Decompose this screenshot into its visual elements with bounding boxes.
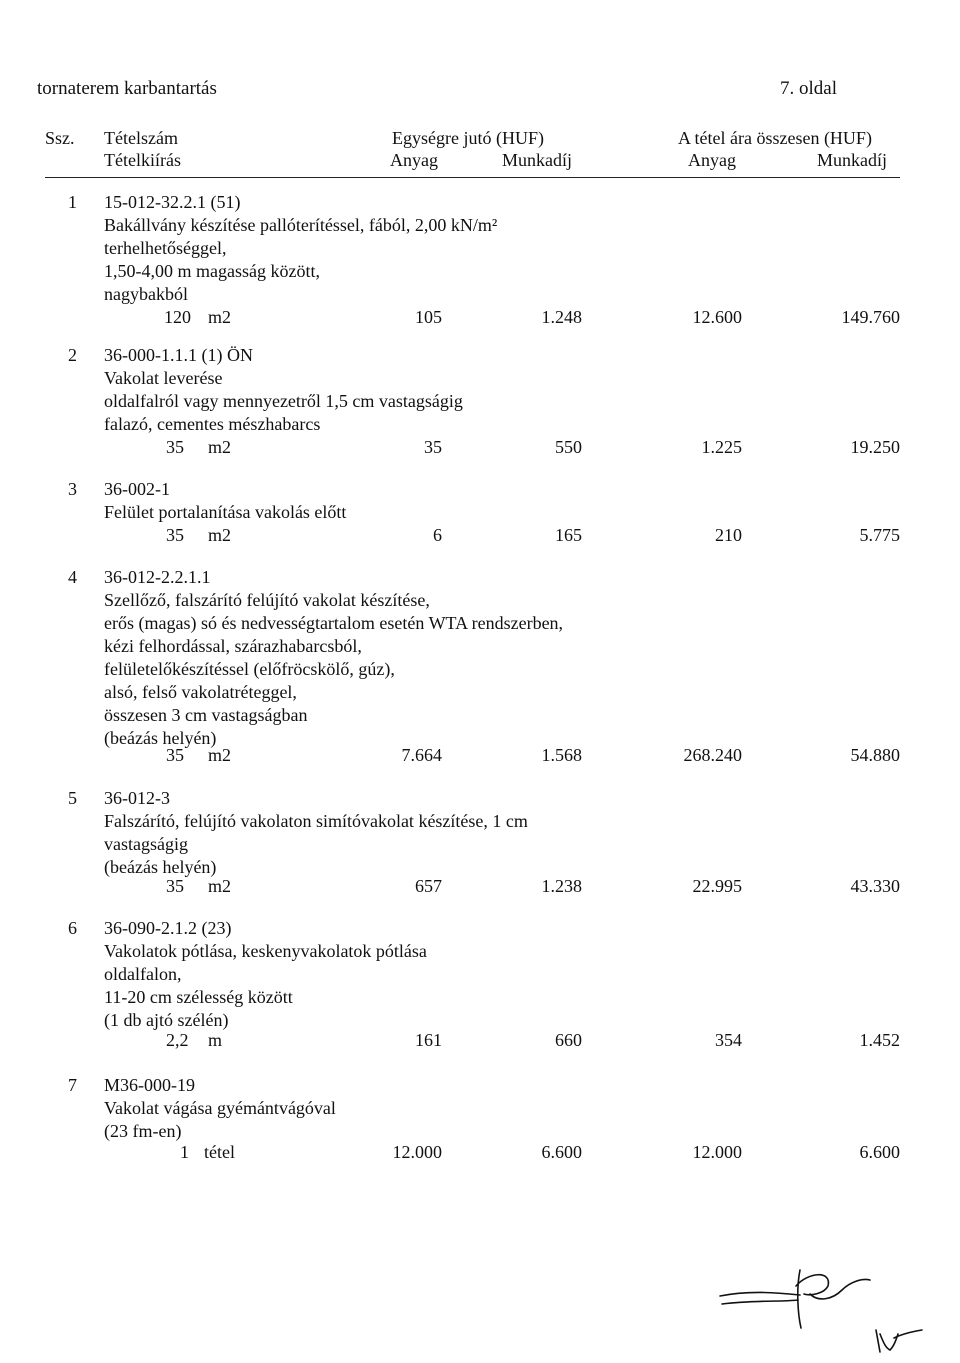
header-divider: [45, 177, 900, 178]
total-anyag-value: 210: [715, 525, 742, 545]
item-description-line: Vakolat leverése: [104, 368, 223, 388]
unit-munkadij-value: 1.248: [541, 307, 582, 327]
item-description-line: 1,50-4,00 m magasság között,: [104, 261, 320, 281]
item-code: 36-012-3: [104, 788, 170, 808]
total-anyag-value: 22.995: [692, 876, 742, 896]
col-unit-munkadij: Munkadíj: [502, 150, 572, 170]
total-munkadij-value: 1.452: [859, 1030, 900, 1050]
item-quantity: 2,2: [166, 1030, 189, 1050]
item-description-line: összesen 3 cm vastagságban: [104, 705, 308, 725]
item-description-line: oldalfalról vagy mennyezetről 1,5 cm vastagságig: [104, 391, 463, 411]
col-total-munkadij: Munkadíj: [817, 150, 887, 170]
col-unit-price: Egységre jutó (HUF): [392, 128, 544, 148]
item-code: 36-000-1.1.1 (1) ÖN: [104, 345, 253, 365]
item-description-line: (1 db ajtó szélén): [104, 1010, 229, 1030]
item-number: 4: [68, 567, 77, 587]
unit-anyag-value: 35: [424, 437, 442, 457]
item-description-line: alsó, felső vakolatréteggel,: [104, 682, 297, 702]
item-description-line: oldalfalon,: [104, 964, 182, 984]
item-quantity: 35: [166, 745, 184, 765]
total-munkadij-value: 5.775: [859, 525, 900, 545]
col-tetelszam: Tételszám: [104, 128, 178, 148]
page-number: 7. oldal: [780, 78, 837, 99]
item-description-line: (beázás helyén): [104, 728, 217, 748]
total-munkadij-value: 43.330: [850, 876, 900, 896]
item-code: 15-012-32.2.1 (51): [104, 192, 241, 212]
item-description-line: 11-20 cm szélesség között: [104, 987, 293, 1007]
col-unit-anyag: Anyag: [390, 150, 438, 170]
item-description-line: erős (magas) só és nedvességtartalom esetén WTA rendszerben,: [104, 613, 564, 633]
item-description-line: Falszárító, felújító vakolaton simítóvakolat készítése, 1 cm: [104, 811, 528, 831]
item-description-line: (beázás helyén): [104, 857, 217, 877]
item-unit: m2: [208, 876, 232, 896]
total-anyag-value: 268.240: [683, 745, 742, 765]
item-unit: m2: [208, 307, 232, 327]
total-munkadij-value: 19.250: [850, 437, 900, 457]
item-code: 36-002-1: [104, 479, 170, 499]
item-description-line: nagybakból: [104, 284, 188, 304]
item-number: 5: [68, 788, 77, 808]
total-anyag-value: 354: [715, 1030, 742, 1050]
col-tetelkiiras: Tételkiírás: [104, 150, 181, 170]
col-total-price: A tétel ára összesen (HUF): [678, 128, 872, 148]
item-code: 36-012-2.2.1.1: [104, 567, 211, 587]
total-munkadij-value: 149.760: [841, 307, 900, 327]
unit-munkadij-value: 1.568: [541, 745, 582, 765]
unit-munkadij-value: 165: [555, 525, 582, 545]
item-quantity: 120: [164, 307, 191, 327]
item-unit: tétel: [204, 1142, 235, 1162]
page-header: [37, 78, 837, 102]
document-title: tornaterem karbantartás: [37, 78, 217, 99]
total-munkadij-value: 6.600: [859, 1142, 900, 1162]
handwritten-signature: [700, 1260, 940, 1360]
total-munkadij-value: 54.880: [850, 745, 900, 765]
col-ssz: Ssz.: [45, 128, 75, 148]
unit-anyag-value: 657: [415, 876, 442, 896]
item-number: 1: [68, 192, 77, 212]
item-description-line: vastagságig: [104, 834, 188, 854]
item-unit: m2: [208, 525, 232, 545]
item-number: 3: [68, 479, 77, 499]
item-description-line: kézi felhordással, szárazhabarcsból,: [104, 636, 362, 656]
unit-munkadij-value: 6.600: [541, 1142, 582, 1162]
unit-anyag-value: 12.000: [392, 1142, 442, 1162]
item-unit: m: [208, 1030, 223, 1050]
item-quantity: 35: [166, 876, 184, 896]
item-description-line: Szellőző, falszárító felújító vakolat készítése,: [104, 590, 430, 610]
unit-anyag-value: 161: [415, 1030, 442, 1050]
col-total-anyag: Anyag: [688, 150, 736, 170]
item-number: 6: [68, 918, 77, 938]
item-description-line: felületelőkészítéssel (előfröcskölő, gúz),: [104, 659, 395, 679]
unit-anyag-value: 6: [433, 525, 442, 545]
item-quantity: 35: [166, 525, 184, 545]
item-description-line: terhelhetőséggel,: [104, 238, 227, 258]
item-description-line: (23 fm-en): [104, 1121, 182, 1141]
item-quantity: 1: [180, 1142, 189, 1162]
item-unit: m2: [208, 437, 232, 457]
item-description-line: Vakolat vágása gyémántvágóval: [104, 1098, 336, 1118]
item-description-line: Felület portalanítása vakolás előtt: [104, 502, 347, 522]
item-number: 2: [68, 345, 77, 365]
unit-anyag-value: 105: [415, 307, 442, 327]
item-description-line: Vakolatok pótlása, keskenyvakolatok pótlása: [104, 941, 427, 961]
item-code: 36-090-2.1.2 (23): [104, 918, 232, 938]
unit-munkadij-value: 550: [555, 437, 582, 457]
item-description-line: Bakállvány készítése pallóterítéssel, fából, 2,00 kN/m²: [104, 215, 498, 235]
total-anyag-value: 12.000: [692, 1142, 742, 1162]
item-quantity: 35: [166, 437, 184, 457]
total-anyag-value: 1.225: [701, 437, 742, 457]
item-code: M36-000-19: [104, 1075, 195, 1095]
item-description-line: falazó, cementes mészhabarcs: [104, 414, 321, 434]
unit-munkadij-value: 660: [555, 1030, 582, 1050]
unit-anyag-value: 7.664: [401, 745, 442, 765]
total-anyag-value: 12.600: [692, 307, 742, 327]
item-number: 7: [68, 1075, 77, 1095]
item-unit: m2: [208, 745, 232, 765]
unit-munkadij-value: 1.238: [541, 876, 582, 896]
